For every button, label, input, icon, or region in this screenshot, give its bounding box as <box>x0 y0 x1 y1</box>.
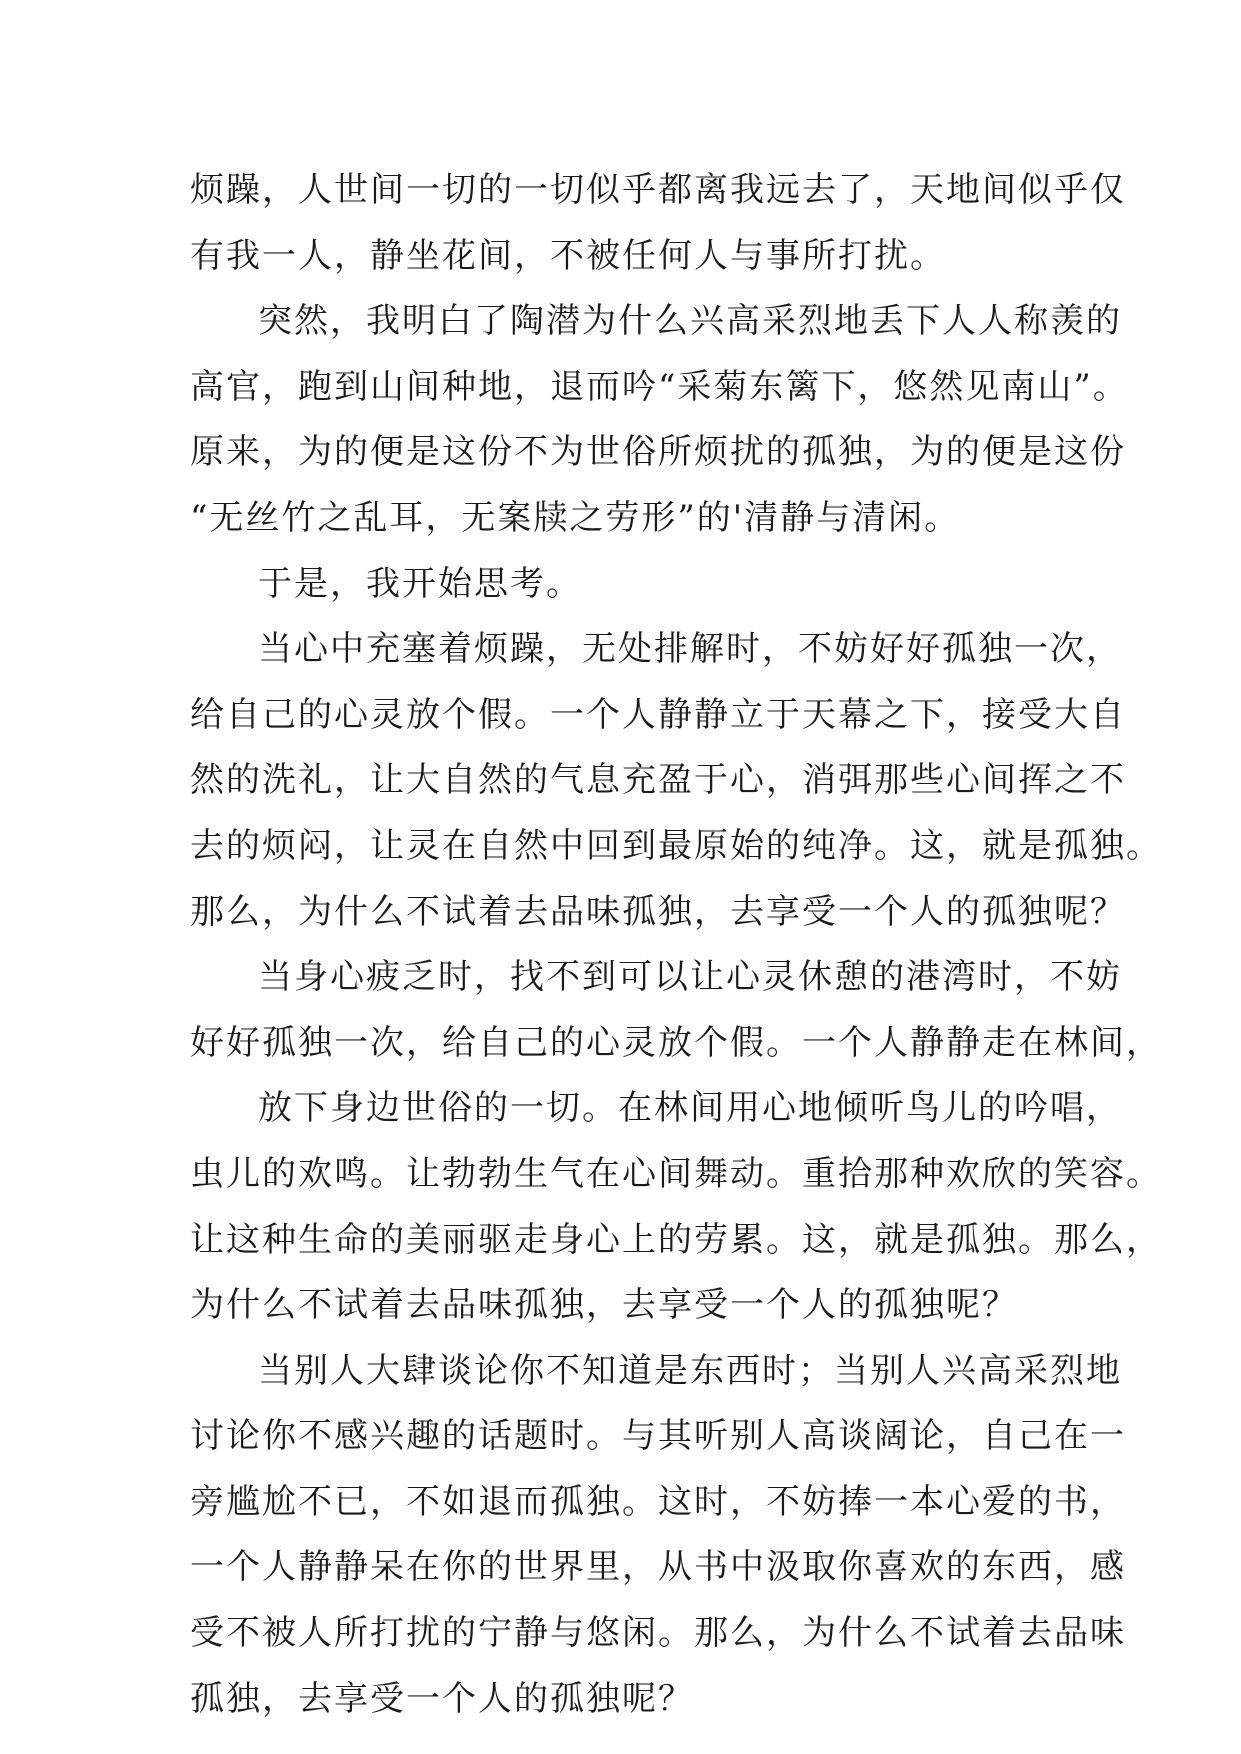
text-line: 突然，我明白了陶潜为什么兴高采烈地丢下人人称羡的 <box>258 301 1122 342</box>
essay-body <box>190 158 1162 1732</box>
text-line: 讨论你不感兴趣的话题时。与其听别人高谈阔论，自己在一 <box>190 1416 1126 1457</box>
text-line: 于是，我开始思考。 <box>258 563 582 604</box>
text-line: 当身心疲乏时，找不到可以让心灵休憩的港湾时，不妨 <box>258 957 1122 998</box>
text-line: 然的洗礼，让大自然的气息充盈于心，消弭那些心间挥之不 <box>190 760 1126 801</box>
text-line: 旁尴尬不已，不如退而孤独。这时，不妨捧一本心爱的书， <box>190 1481 1126 1522</box>
text-line: 当别人大肆谈论你不知道是东西时；当别人兴高采烈地 <box>258 1350 1122 1391</box>
text-line: 那么，为什么不试着去品味孤独，去享受一个人的孤独呢？ <box>190 891 1126 932</box>
text-line: 让这种生命的美丽驱走身心上的劳累。这，就是孤独。那么， <box>190 1219 1162 1260</box>
text-line: 虫儿的欢鸣。让勃勃生气在心间舞动。重拾那种欢欣的笑容。 <box>190 1153 1162 1194</box>
text-line: 放下身边世俗的一切。在林间用心地倾听鸟儿的吟唱， <box>258 1088 1122 1129</box>
text-line: 为什么不试着去品味孤独，去享受一个人的孤独呢？ <box>190 1285 1018 1326</box>
text-line: 去的烦闷，让灵在自然中回到最原始的纯净。这，就是孤独。 <box>190 825 1162 866</box>
text-line: 高官，跑到山间种地，退而吟“采菊东篱下，悠然见南山”。 <box>190 366 1129 407</box>
text-line: 受不被人所打扰的宁静与悠闲。那么，为什么不试着去品味 <box>190 1613 1126 1654</box>
text-line: 孤独，去享受一个人的孤独呢？ <box>190 1678 694 1719</box>
text-line: 一个人静静呆在你的世界里，从书中汲取你喜欢的东西，感 <box>190 1547 1126 1588</box>
text-line: “无丝竹之乱耳，无案牍之劳形”的'清静与清闲。 <box>190 497 961 538</box>
text-line: 给自己的心灵放个假。一个人静静立于天幕之下，接受大自 <box>190 694 1126 735</box>
text-line: 原来，为的便是这份不为世俗所烦扰的孤独，为的便是这份 <box>190 432 1126 473</box>
text-line: 有我一人，静坐花间，不被任何人与事所打扰。 <box>190 235 946 276</box>
text-line: 当心中充塞着烦躁，无处排解时，不妨好好孤独一次， <box>258 629 1122 670</box>
text-line: 好好孤独一次，给自己的心灵放个假。一个人静静走在林间， <box>190 1022 1162 1063</box>
text-line: 烦躁，人世间一切的一切似乎都离我远去了，天地间似乎仅 <box>190 170 1126 210</box>
